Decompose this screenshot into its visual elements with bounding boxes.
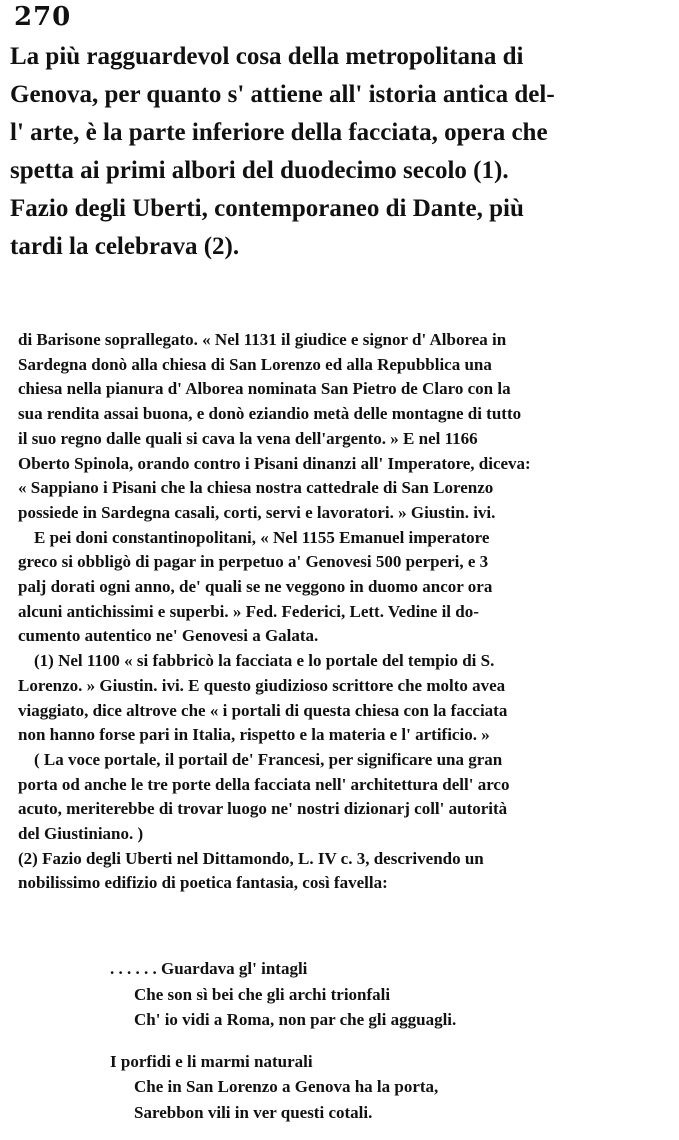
footnote-line: ( La voce portale, il portail de' Francesi, per significare una gran [34,749,503,769]
poem-line: . . . . . . Guardava gl' intagli [110,959,308,978]
footnote-line: acuto, meriterebbe di trovar luogo ne' nostri dizionarj coll' autorità [18,799,508,819]
main-text-line: La più ragguardevol cosa della metropolitana di [10,43,524,70]
footnote-line: viaggiato, dice altrove che « i portali di questa chiesa con la facciata [18,700,508,720]
footnote-line: alcuni antichissimi e superbi. » Fed. Federici, Lett. Vedine il do- [18,601,479,621]
poem-line: Che in San Lorenzo a Genova ha la porta, [134,1077,439,1096]
footnote-line: greco si obbligò di pagar in perpetuo a' Genovesi 500 perperi, e 3 [18,552,489,572]
footnote-line: Sardegna donò alla chiesa di San Lorenzo ed alla Repubblica una [18,354,492,374]
footnotes [18,328,658,896]
poem-line: Che son sì bei che gli archi trionfali [134,984,391,1004]
footnote-line: possiede in Sardegna casali, corti, servi e lavoratori. » Giustin. ivi. [18,502,496,522]
footnote-line: cumento autentico ne' Genovesi a Galata. [18,626,319,646]
footnote-line: Oberto Spinola, orando contro i Pisani dinanzi all' Imperatore, diceva: [18,453,531,473]
poem-line: Ch' io vidi a Roma, non par che gli agguagli. [134,1010,457,1029]
poem-quote [110,956,650,1125]
footnote-line: sua rendita assai buona, e donò eziandio metà delle montagne di tutto [18,404,522,424]
footnote-line: del Giustiniano. ) [18,824,144,844]
main-text-line: Fazio degli Uberti, contemporaneo di Dante, più [10,195,524,222]
page-number: 270 [14,2,72,32]
main-text-line: tardi la celebrava (2). [10,233,240,260]
poem-line: Sarebbon vili in ver questi cotali. [134,1102,373,1122]
footnote-line: palj dorati ogni anno, de' quali se ne veggono in duomo ancor ora [18,577,493,597]
footnote-line: (2) Fazio degli Uberti nel Dittamondo, L. IV c. 3, descrivendo un [18,848,484,868]
footnote-line: (1) Nel 1100 « si fabbricò la facciata e lo portale del tempio di S. [34,651,495,671]
main-text-line: l' arte, è la parte inferiore della facciata, opera che [10,119,548,146]
poem-line: I porfidi e li marmi naturali [110,1051,313,1071]
footnote-line: chiesa nella pianura d' Alborea nominata San Pietro de Claro con la [18,379,511,399]
footnote-line: E pei doni constantinopolitani, « Nel 1155 Emanuel imperatore [34,527,490,547]
footnote-line: non hanno forse pari in Italia, rispetto e la materia e l' artificio. » [18,725,490,745]
footnote-line: nobilissimo edifizio di poetica fantasia, così favella: [18,873,388,893]
footnote-line: Lorenzo. » Giustin. ivi. E questo giudizioso scrittore che molto avea [18,675,506,695]
footnote-line: porta od anche le tre porte della facciata nell' architettura dell' arco [18,774,510,794]
main-paragraph [10,38,660,266]
main-text-line: spetta ai primi albori del duodecimo secolo (1). [10,157,509,184]
footnote-line: « Sappiano i Pisani che la chiesa nostra cattedrale di San Lorenzo [18,478,494,498]
footnote-line: di Barisone soprallegato. « Nel 1131 il giudice e signor d' Alborea in [18,330,507,349]
footnote-line: il suo regno dalle quali si cava la vena dell'argento. » E nel 1166 [18,428,478,448]
main-text-line: Genova, per quanto s' attiene all' istoria antica del- [10,81,555,108]
